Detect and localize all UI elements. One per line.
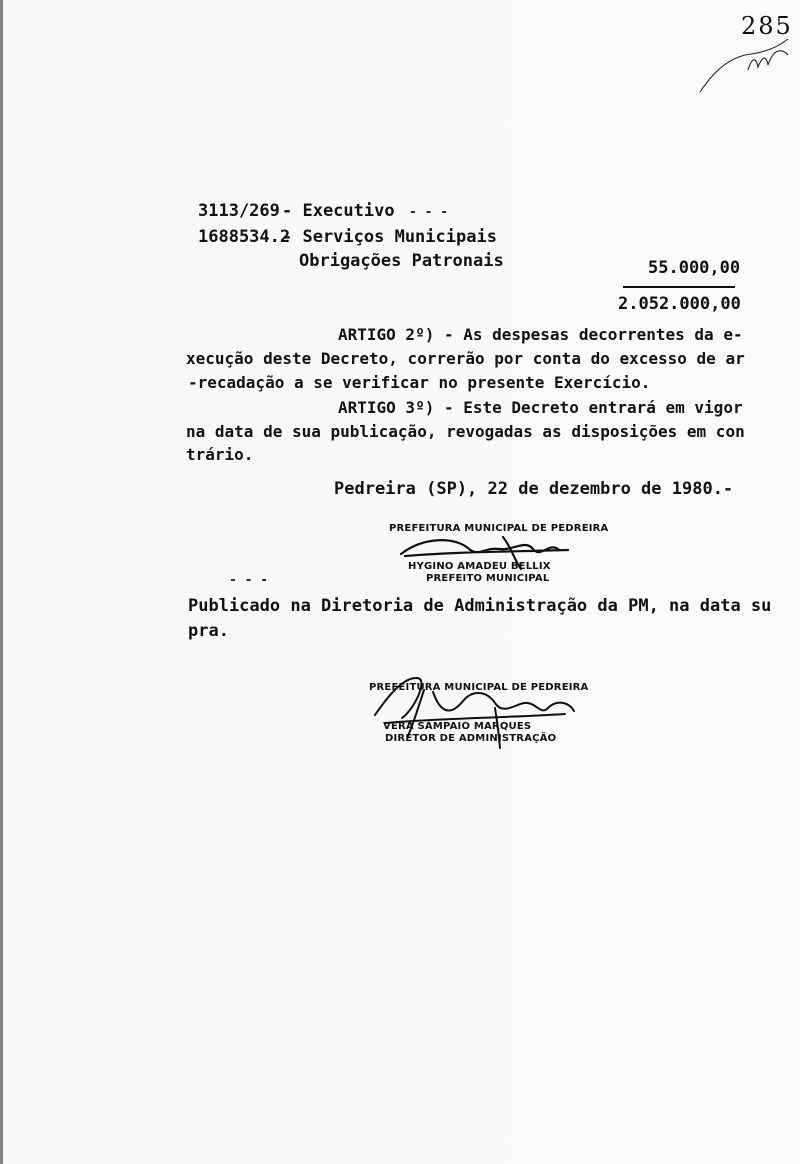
dash-marks-middle: - - -: [229, 573, 269, 588]
article-3-line-2: na data de sua publicação, revogadas as disposições em con: [186, 422, 745, 441]
page-left-edge-shadow: [0, 0, 3, 1164]
director-role: DIRETOR DE ADMINISTRAÇÃO: [385, 733, 557, 744]
article-2-line-2: xecução deste Decreto, correrão por conta do excesso de ar: [186, 349, 745, 368]
amount-underline: [623, 286, 735, 288]
publication-line-1: Publicado na Diretoria de Administração da PM, na data su: [188, 596, 772, 616]
handwritten-corner-mark: [690, 32, 800, 107]
article-3-line-1: ARTIGO 3º) - Este Decreto entrará em vigor: [338, 398, 743, 417]
page-number: 285: [741, 12, 793, 40]
budget-code-2: 1688534.2: [198, 227, 291, 247]
mayor-role: PREFEITO MUNICIPAL: [426, 573, 550, 584]
amount-1: 55.000,00: [648, 258, 741, 278]
article-3-line-3: trário.: [186, 445, 254, 464]
mayor-name: HYGINO AMADEU BELLIX: [408, 561, 551, 572]
amount-total: 2.052.000,00: [618, 294, 741, 314]
director-name: VERA SAMPAIO MARQUES: [383, 721, 532, 732]
director-stamp-top: PREFEITURA MUNICIPAL DE PEDREIRA: [369, 682, 589, 693]
dash-marks-top: - - -: [409, 205, 449, 220]
budget-code-2-subtitle: Obrigações Patronais: [299, 251, 504, 271]
article-2-line-1: ARTIGO 2º) - As despesas decorrentes da e-: [338, 325, 743, 344]
budget-code-1-label: - Executivo: [282, 201, 395, 221]
budget-code-1: 3113/269: [198, 201, 280, 221]
place-date: Pedreira (SP), 22 de dezembro de 1980.-: [334, 479, 734, 499]
publication-line-2: pra.: [188, 621, 229, 641]
article-2-line-3: -recadação a se verificar no presente Exercício.: [188, 373, 651, 392]
budget-code-2-label: - Serviços Municipais: [282, 227, 497, 247]
mayor-stamp-top: PREFEITURA MUNICIPAL DE PEDREIRA: [389, 523, 609, 534]
